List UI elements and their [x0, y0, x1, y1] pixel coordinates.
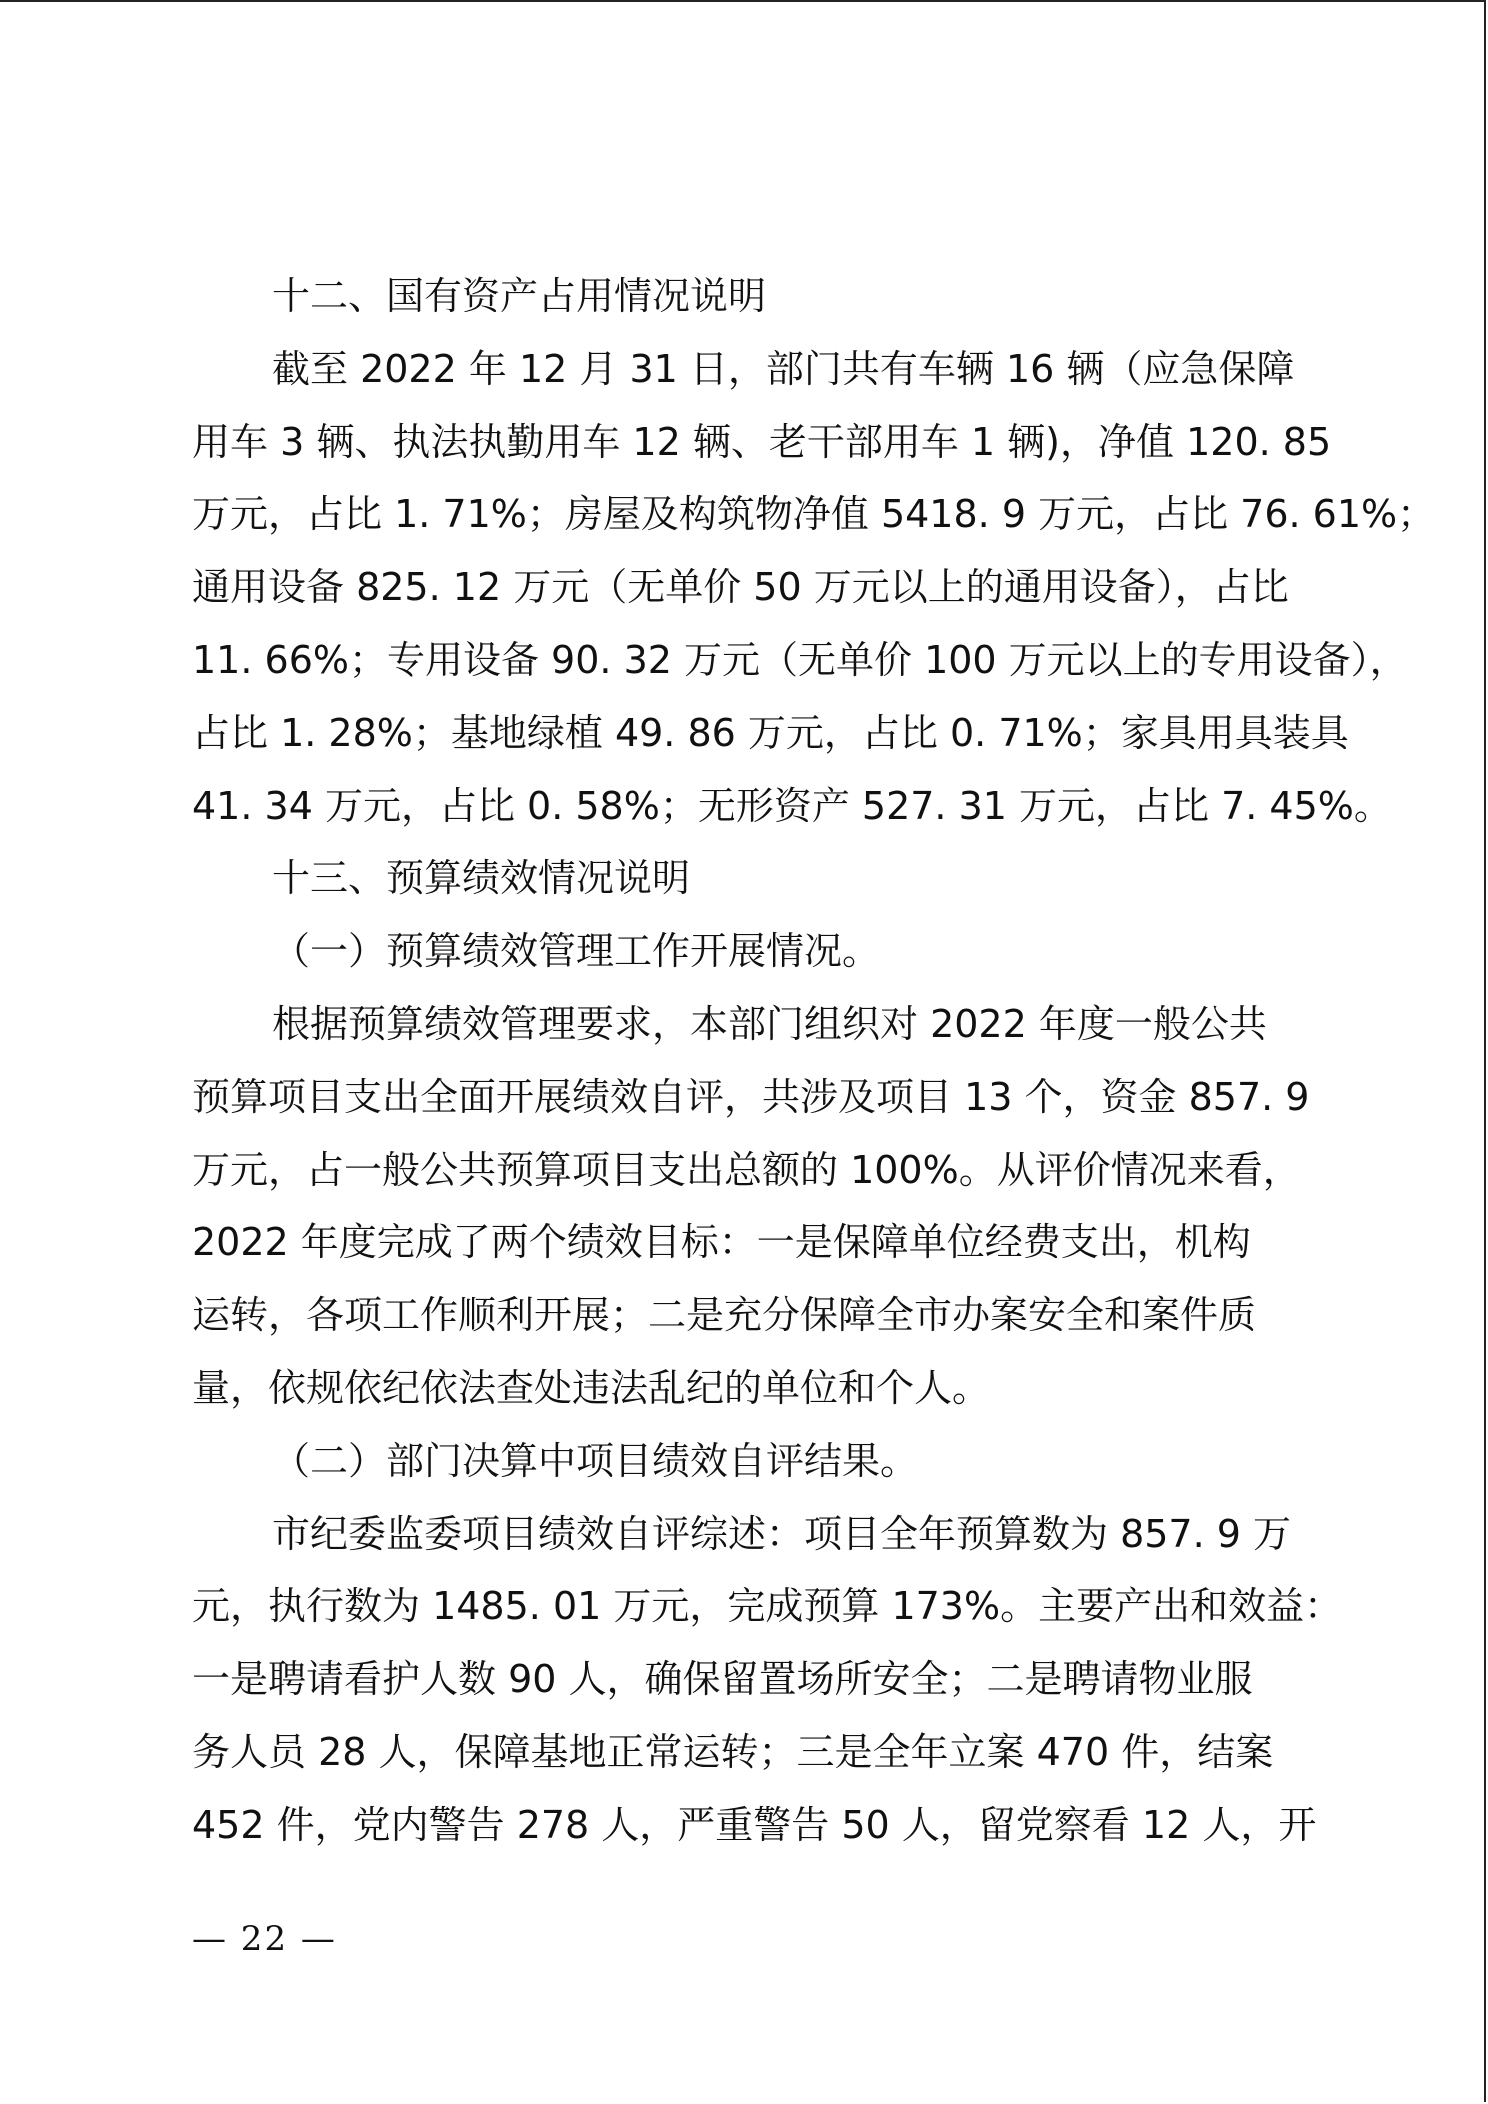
paragraph-line: 截至 2022 年 12 月 31 日，部门共有车辆 16 辆（应急保障 — [272, 346, 1295, 391]
paragraph-line: 市纪委监委项目绩效自评综述：项目全年预算数为 857. 9 万 — [272, 1511, 1292, 1556]
paragraph-line: 务人员 28 人，保障基地正常运转；三是全年立案 470 件，结案 — [192, 1729, 1274, 1774]
paragraph-line: 41. 34 万元，占比 0. 58%；无形资产 527. 31 万元，占比 7. 45%。 — [192, 783, 1392, 828]
paragraph-line: 元，执行数为 1485. 01 万元，完成预算 173%。主要产出和效益： — [192, 1584, 1343, 1629]
section-heading-assets: 十二、国有资产占用情况说明 — [272, 274, 767, 318]
subsection-heading-1: （一）预算绩效管理工作开展情况。 — [272, 929, 881, 974]
paragraph-line: 预算项目支出全面开展绩效自评，共涉及项目 13 个，资金 857. 9 — [192, 1074, 1310, 1119]
paragraph-line: 11. 66%；专用设备 90. 32 万元（无单价 100 万元以上的专用设备）， — [192, 637, 1408, 682]
page-number: — 22 — — [192, 1919, 337, 1959]
document-body — [192, 260, 1436, 1862]
section-heading-performance: 十三、预算绩效情况说明 — [272, 856, 691, 901]
paragraph-line: 运转，各项工作顺利开展；二是充分保障全市办案安全和案件质 — [192, 1293, 1257, 1338]
subsection-heading-2: （二）部门决算中项目绩效自评结果。 — [272, 1438, 919, 1483]
paragraph-line: 根据预算绩效管理要求，本部门组织对 2022 年度一般公共 — [272, 1001, 1267, 1046]
paragraph-line: 量，依规依纪依法查处违法乱纪的单位和个人。 — [192, 1365, 991, 1410]
paragraph-line: 2022 年度完成了两个绩效目标：一是保障单位经费支出，机构 — [192, 1220, 1251, 1265]
paragraph-line: 一是聘请看护人数 90 人，确保留置场所安全；二是聘请物业服 — [192, 1657, 1253, 1702]
paragraph-line: 万元，占一般公共预算项目支出总额的 100%。从评价情况来看， — [192, 1147, 1301, 1192]
paragraph-line: 通用设备 825. 12 万元（无单价 50 万元以上的通用设备），占比 — [192, 565, 1289, 610]
paragraph-line: 万元，占比 1. 71%；房屋及构筑物净值 5418. 9 万元，占比 76. 61%； — [192, 492, 1436, 537]
paragraph-line: 占比 1. 28%；基地绿植 49. 86 万元，占比 0. 71%；家具用具装具 — [192, 710, 1349, 755]
paragraph-line: 452 件，党内警告 278 人，严重警告 50 人，留党察看 12 人，开 — [192, 1802, 1317, 1847]
paragraph-line: 用车 3 辆、执法执勤用车 12 辆、老干部用车 1 辆)，净值 120. 85 — [192, 419, 1332, 464]
